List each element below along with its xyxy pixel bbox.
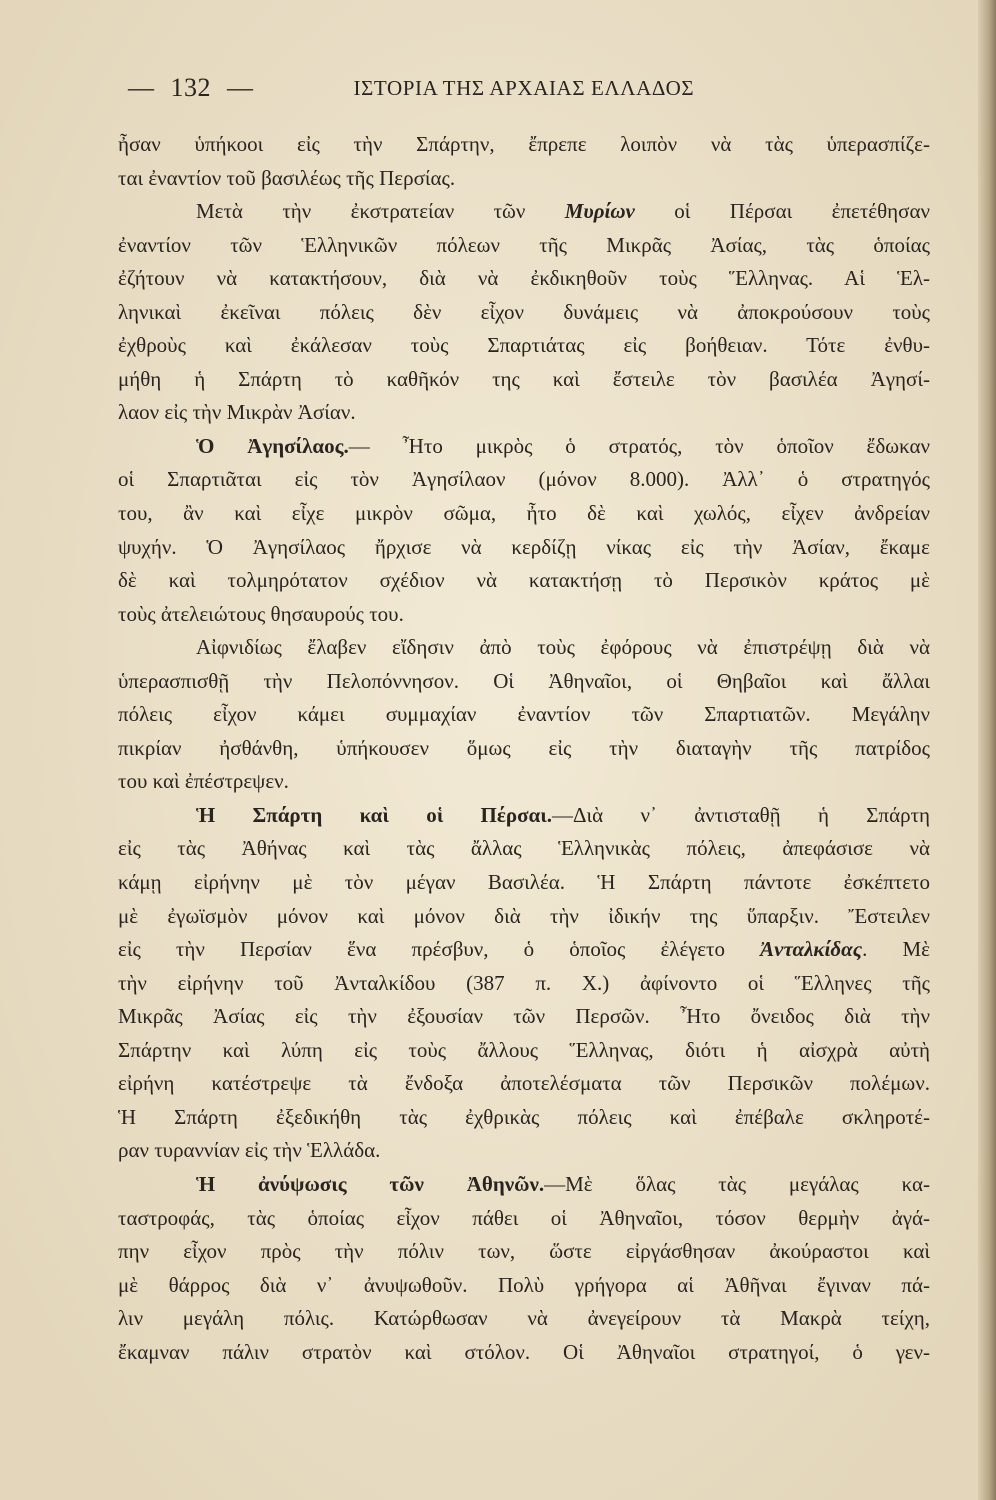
text-line [118,463,930,497]
text-line [118,162,930,196]
line-text: ται ἐναντίον τοῦ βασιλέως τῆς Περσίας. [118,165,456,190]
text-line [118,1336,930,1370]
line-text: μὲ θάρρος διὰ ν᾽ ἀνυψωθοῦν. Πολὺ γρήγορα αἱ Ἀθῆναι ἔγιναν πά- [118,1272,930,1297]
line-text: λαον εἰς τὴν Μικρὰν Ἀσίαν. [118,400,356,425]
text-line [118,598,930,632]
running-title: ΙΣΤΟΡΙΑ ΤΗΣ ΑΡΧΑΙΑΣ ΕΛΛΑΔΟΣ [353,75,695,100]
text-line [118,1067,930,1101]
line-text: πόλεις εἶχον κάμει συμμαχίαν ἐναντίον τῶν Σπαρτιατῶν. Μεγάλην [118,702,930,727]
page-number: 132 [170,73,211,102]
line-text: ληνικαὶ ἐκεῖναι πόλεις δὲν εἶχον δυνάμεις νὰ ἀποκρούσουν τοὺς [118,299,930,324]
line-text: τοὺς ἀτελειώτους θησαυρούς του. [118,601,404,626]
section-heading: Ἡ Σπάρτη καὶ οἱ Πέρσαι. [196,802,552,827]
line-text: εἰς τὰς Ἀθήνας καὶ τὰς ἄλλας Ἑλληνικὰς πόλεις, ἀπεφάσισε νὰ [118,836,930,861]
text-line [118,430,930,464]
line-text: —Διὰ ν᾽ ἀντισταθῇ ἡ Σπάρτη [551,802,930,827]
line-text: Σπάρτην καὶ λύπη εἰς τοὺς ἄλλους Ἕλληνας, διότι ἡ αἰσχρὰ αὐτὴ [118,1037,930,1062]
emphasized-term: Ἀνταλκίδας [760,937,863,962]
line-text: οἱ Σπαρτιᾶται εἰς τὸν Ἀγησίλαον (μόνον 8.000). Ἀλλ᾽ ὁ στρατηγός [118,467,930,492]
text-line [118,732,930,766]
text-line [118,262,930,296]
text-line [118,1168,930,1202]
text-line [118,329,930,363]
line-text: . Μὲ [862,937,930,962]
line-text: ἔκαμναν πάλιν στρατὸν καὶ στόλον. Οἱ Ἀθηναῖοι στρατηγοί, ὁ γεν- [118,1339,930,1364]
line-text: Αἰφνιδίως ἔλαβεν εἴδησιν ἀπὸ τοὺς ἐφόρους νὰ ἐπιστρέψῃ διὰ νὰ [196,635,930,660]
line-text: μὲ ἐγωϊσμὸν μόνον καὶ μόνον διὰ τὴν ἰδικήν της ὕπαρξιν. Ἔστειλεν [118,903,930,928]
text-line [118,497,930,531]
text-line [118,1134,930,1168]
text-line [118,396,930,430]
text-line [118,1302,930,1336]
line-text: ὑπερασπισθῇ τὴν Πελοπόννησον. Οἱ Ἀθηναῖοι, οἱ Θηβαῖοι καὶ ἄλλαι [118,668,930,693]
text-line [118,631,930,665]
line-text: οἱ Πέρσαι ἐπετέθησαν [634,199,930,224]
line-text: πην εἶχον πρὸς τὴν πόλιν των, ὥστε εἰργάσθησαν ἀκούραστοι καὶ [118,1239,930,1264]
text-line [118,296,930,330]
line-text: λιν μεγάλη πόλις. Κατώρθωσαν νὰ ἀνεγείρουν τὰ Μακρὰ τείχη, [118,1306,930,1331]
section-heading: Ἡ ἀνύψωσις τῶν Ἀθηνῶν. [196,1171,545,1196]
line-text: τὴν εἰρήνην τοῦ Ἀνταλκίδου (387 π. Χ.) ἀφίνοντο οἱ Ἕλληνες τῆς [118,970,930,995]
line-text: ἐναντίον τῶν Ἑλληνικῶν πόλεων τῆς Μικρᾶς Ἀσίας, τὰς ὁποίας [118,232,930,257]
text-line [118,363,930,397]
text-line [118,665,930,699]
line-text: ἐζήτουν νὰ κατακτήσουν, διὰ νὰ ἐκδικηθοῦν τοὺς Ἕλληνας. Αἱ Ἑλ- [118,266,930,291]
text-line [118,866,930,900]
text-line [118,967,930,1001]
text-line [118,799,930,833]
line-text: — Ἦτο μικρὸς ὁ στρατός, τὸν ὁποῖον ἔδωκαν [348,433,930,458]
section-heading: Ὁ Ἀγησίλαος. [196,433,349,458]
text-line [118,933,930,967]
header-dash-left: — [128,73,155,102]
line-text: εἰς τὴν Περσίαν ἕνα πρέσβυν, ὁ ὁποῖος ἐλέγετο [118,937,761,962]
text-line [118,1000,930,1034]
line-text: πικρίαν ἠσθάνθη, ὑπήκουσεν ὅμως εἰς τὴν διαταγὴν τῆς πατρίδος [118,735,930,760]
text-line [118,832,930,866]
line-text: ταστροφάς, τὰς ὁποίας εἶχον πάθει οἱ Ἀθηναῖοι, τόσον θερμὴν ἀγά- [118,1205,930,1230]
line-text: του, ἂν καὶ εἶχε μικρὸν σῶμα, ἦτο δὲ καὶ χωλός, εἶχεν ἀνδρείαν [118,501,930,526]
line-text: του καὶ ἐπέστρεψεν. [118,769,289,794]
line-text: —Μὲ ὅλας τὰς μεγάλας κα- [544,1171,930,1196]
text-line [118,900,930,934]
text-line [118,765,930,799]
text-line [118,229,930,263]
header-dash-right: — [227,73,254,102]
text-line [118,128,930,162]
text-line [118,564,930,598]
line-text: ἐχθροὺς καὶ ἐκάλεσαν τοὺς Σπαρτιάτας εἰς βοήθειαν. Τότε ἐνθυ- [118,333,930,358]
page-header [118,70,758,106]
line-text: ψυχήν. Ὁ Ἀγησίλαος ἤρχισε νὰ κερδίζῃ νίκας εἰς τὴν Ἀσίαν, ἔκαμε [118,534,930,559]
text-line [118,1202,930,1236]
text-line [118,1235,930,1269]
emphasized-term: Μυρίων [564,199,635,224]
line-text: κάμῃ εἰρήνην μὲ τὸν μέγαν Βασιλέα. Ἡ Σπάρτη πάντοτε ἐσκέπτετο [118,870,930,895]
page-body-text [118,128,930,1369]
line-text: δὲ καὶ τολμηρότατον σχέδιον νὰ κατακτήσῃ τὸ Περσικὸν κράτος μὲ [118,568,930,593]
line-text: Μικρᾶς Ἀσίας εἰς τὴν ἐξουσίαν τῶν Περσῶν. Ἦτο ὄνειδος διὰ τὴν [118,1004,930,1029]
line-text: εἰρήνη κατέστρεψε τὰ ἔνδοξα ἀποτελέσματα τῶν Περσικῶν πολέμων. [118,1071,930,1096]
text-line [118,1101,930,1135]
line-text: Μετὰ τὴν ἐκστρατείαν τῶν [196,199,565,224]
line-text: ἦσαν ὑπήκοοι εἰς τὴν Σπάρτην, ἔπρεπε λοιπὸν νὰ τὰς ὑπερασπίζε- [118,132,930,156]
book-spine-shadow [978,0,996,1500]
line-text: ραν τυραννίαν εἰς τὴν Ἑλλάδα. [118,1138,381,1163]
line-text: Ἡ Σπάρτη ἐξεδικήθη τὰς ἐχθρικὰς πόλεις καὶ ἐπέβαλε σκληροτέ- [118,1104,930,1129]
text-line [118,531,930,565]
text-line [118,195,930,229]
text-line [118,698,930,732]
line-text: μήθη ἡ Σπάρτη τὸ καθῆκόν της καὶ ἔστειλε τὸν βασιλέα Ἀγησί- [118,366,930,391]
text-line [118,1034,930,1068]
text-line [118,1269,930,1303]
